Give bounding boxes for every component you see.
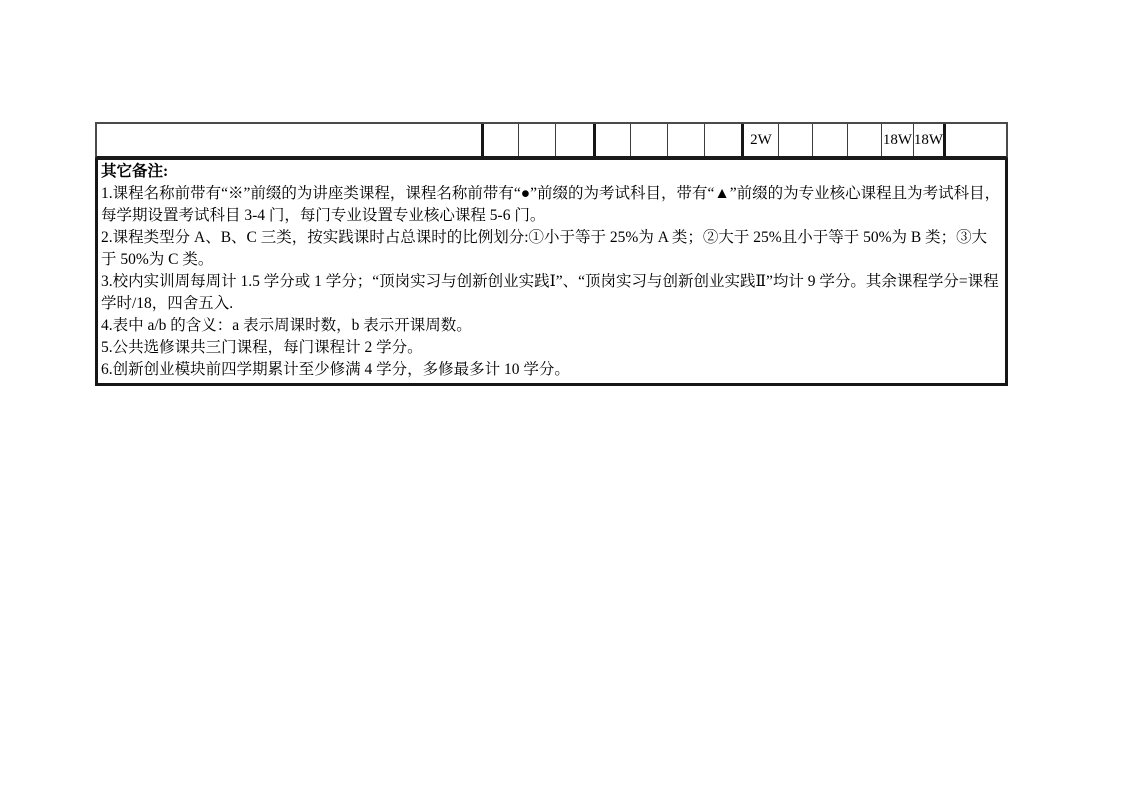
table-cell-course-name-empty: [97, 124, 481, 156]
note-item-2: 2.课程类型分 A、B、C 三类，按实践课时占总课时的比例划分:①小于等于 25%为 A 类；②大于 25%且小于等于 50%为 B 类；③大于 50%为 C 类。: [101, 229, 988, 268]
note-item-6: 6.创新创业模块前四学期累计至少修满 4 学分，多修最多计 10 学分。: [101, 361, 570, 378]
table-cell-empty: [847, 124, 881, 156]
table-cell-empty: [481, 124, 518, 156]
table-cell-empty: [667, 124, 704, 156]
note-item-3: 3.校内实训周每周计 1.5 学分或 1 学分；“顶岗实习与创新创业实践Ⅰ”、“顶岗实习与创新创业实践Ⅱ”均计 9 学分。其余课程学分=课程学时/18，四舍五入.: [101, 273, 999, 312]
table-cell-empty: [812, 124, 847, 156]
table-cell-empty: [518, 124, 555, 156]
table-cell-18w-a: 18W: [881, 124, 913, 156]
table-cell-empty: [778, 124, 812, 156]
table-cell-2w: 2W: [741, 124, 778, 156]
table-cell-empty: [555, 124, 593, 156]
table-week-row: [95, 122, 1008, 158]
table-cell-empty: [943, 124, 1005, 156]
note-item-5: 5.公共选修课共三门课程，每门课程计 2 学分。: [101, 339, 423, 356]
notes-box: [95, 158, 1008, 386]
curriculum-table-fragment: [95, 122, 1008, 386]
table-cell-empty: [704, 124, 741, 156]
note-item-4: 4.表中 a/b 的含义：a 表示周课时数，b 表示开课周数。: [101, 317, 472, 334]
table-cell-18w-b: 18W: [913, 124, 943, 156]
note-item-1: 1.课程名称前带有“※”前缀的为讲座类课程，课程名称前带有“●”前缀的为考试科目，带有“▲”前缀的为专业核心课程且为考试科目，每学期设置考试科目 3-4 门，每门专业设置专业核心课程 5-6 门。: [101, 185, 1001, 224]
table-cell-empty: [630, 124, 667, 156]
table-cell-empty: [593, 124, 630, 156]
notes-header: 其它备注:: [101, 163, 169, 180]
